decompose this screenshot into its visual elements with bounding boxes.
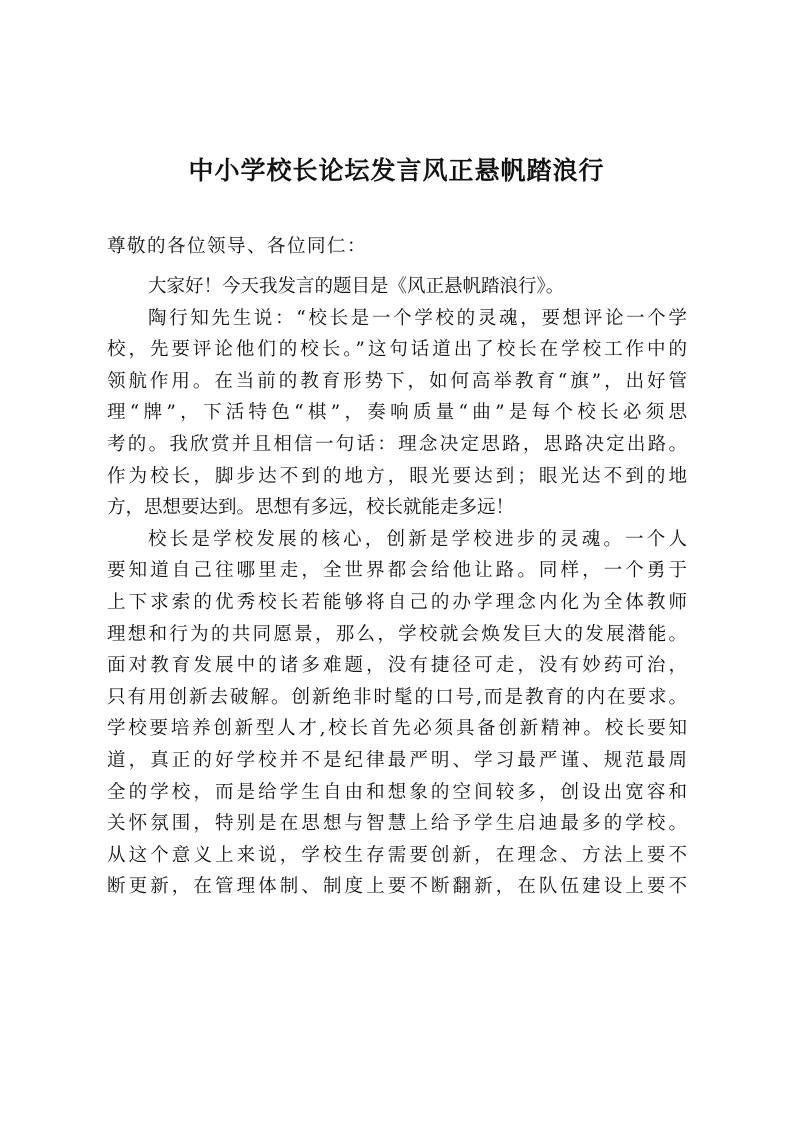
paragraph-line: 断更新，在管理体制、制度上要不断翻新，在队伍建设上要不 xyxy=(107,876,687,898)
paragraph-line: 陶行知先生说：“校长是一个学校的灵魂，要想评论一个学 xyxy=(148,307,687,329)
paragraph-line: 要知道自己往哪里走，全世界都会给他让路。同样，一个勇于 xyxy=(107,560,687,582)
paragraph-line: 校长是学校发展的核心，创新是学校进步的灵魂。一个人 xyxy=(148,528,687,550)
page-title: 中小学校长论坛发言风正悬帆踏浪行 xyxy=(188,156,605,185)
paragraph-line: 关怀氛围，特别是在思想与智慧上给予学生启迪最多的学校。 xyxy=(107,813,687,835)
paragraph-line: 学校要培养创新型人才,校长首先必须具备创新精神。校长要知 xyxy=(107,718,687,740)
paragraph-line: 作为校长，脚步达不到的地方，眼光要达到；眼光达不到的地 xyxy=(107,465,687,487)
paragraph-line: 上下求索的优秀校长若能够将自己的办学理念内化为全体教师 xyxy=(107,591,687,613)
paragraph-line: 从这个意义上来说，学校生存需要创新，在理念、方法上要不 xyxy=(107,844,687,866)
paragraph-line: 道，真正的好学校并不是纪律最严明、学习最严谨、规范最周 xyxy=(107,749,687,771)
paragraph-line: 全的学校，而是给学生自由和想象的空间较多，创设出宽容和 xyxy=(107,781,687,803)
paragraph-line: 大家好！今天我发言的题目是《风正悬帆踏浪行》。 xyxy=(148,276,565,297)
paragraph-line: 理想和行为的共同愿景，那么，学校就会焕发巨大的发展潜能。 xyxy=(107,623,687,645)
paragraph-line: 理“牌”，下活特色“棋”，奏响质量“曲”是每个校长必须思 xyxy=(107,402,687,424)
paragraph-line: 校，先要评论他们的校长。”这句话道出了校长在学校工作中的 xyxy=(107,339,687,361)
salutation: 尊敬的各位领导、各位同仁： xyxy=(107,236,368,257)
document-body xyxy=(107,271,687,903)
paragraph-line: 面对教育发展中的诸多难题，没有捷径可走，没有妙药可治， xyxy=(107,655,687,677)
paragraph-line: 考的。我欣赏并且相信一句话：理念决定思路，思路决定出路。 xyxy=(107,433,687,455)
paragraph-line: 只有用创新去破解。创新绝非时髦的口号,而是教育的内在要求。 xyxy=(107,686,687,708)
paragraph-line: 领航作用。在当前的教育形势下，如何高举教育“旗”，出好管 xyxy=(107,370,687,392)
paragraph-line: 方，思想要达到。思想有多远，校长就能走多远！ xyxy=(107,497,515,519)
